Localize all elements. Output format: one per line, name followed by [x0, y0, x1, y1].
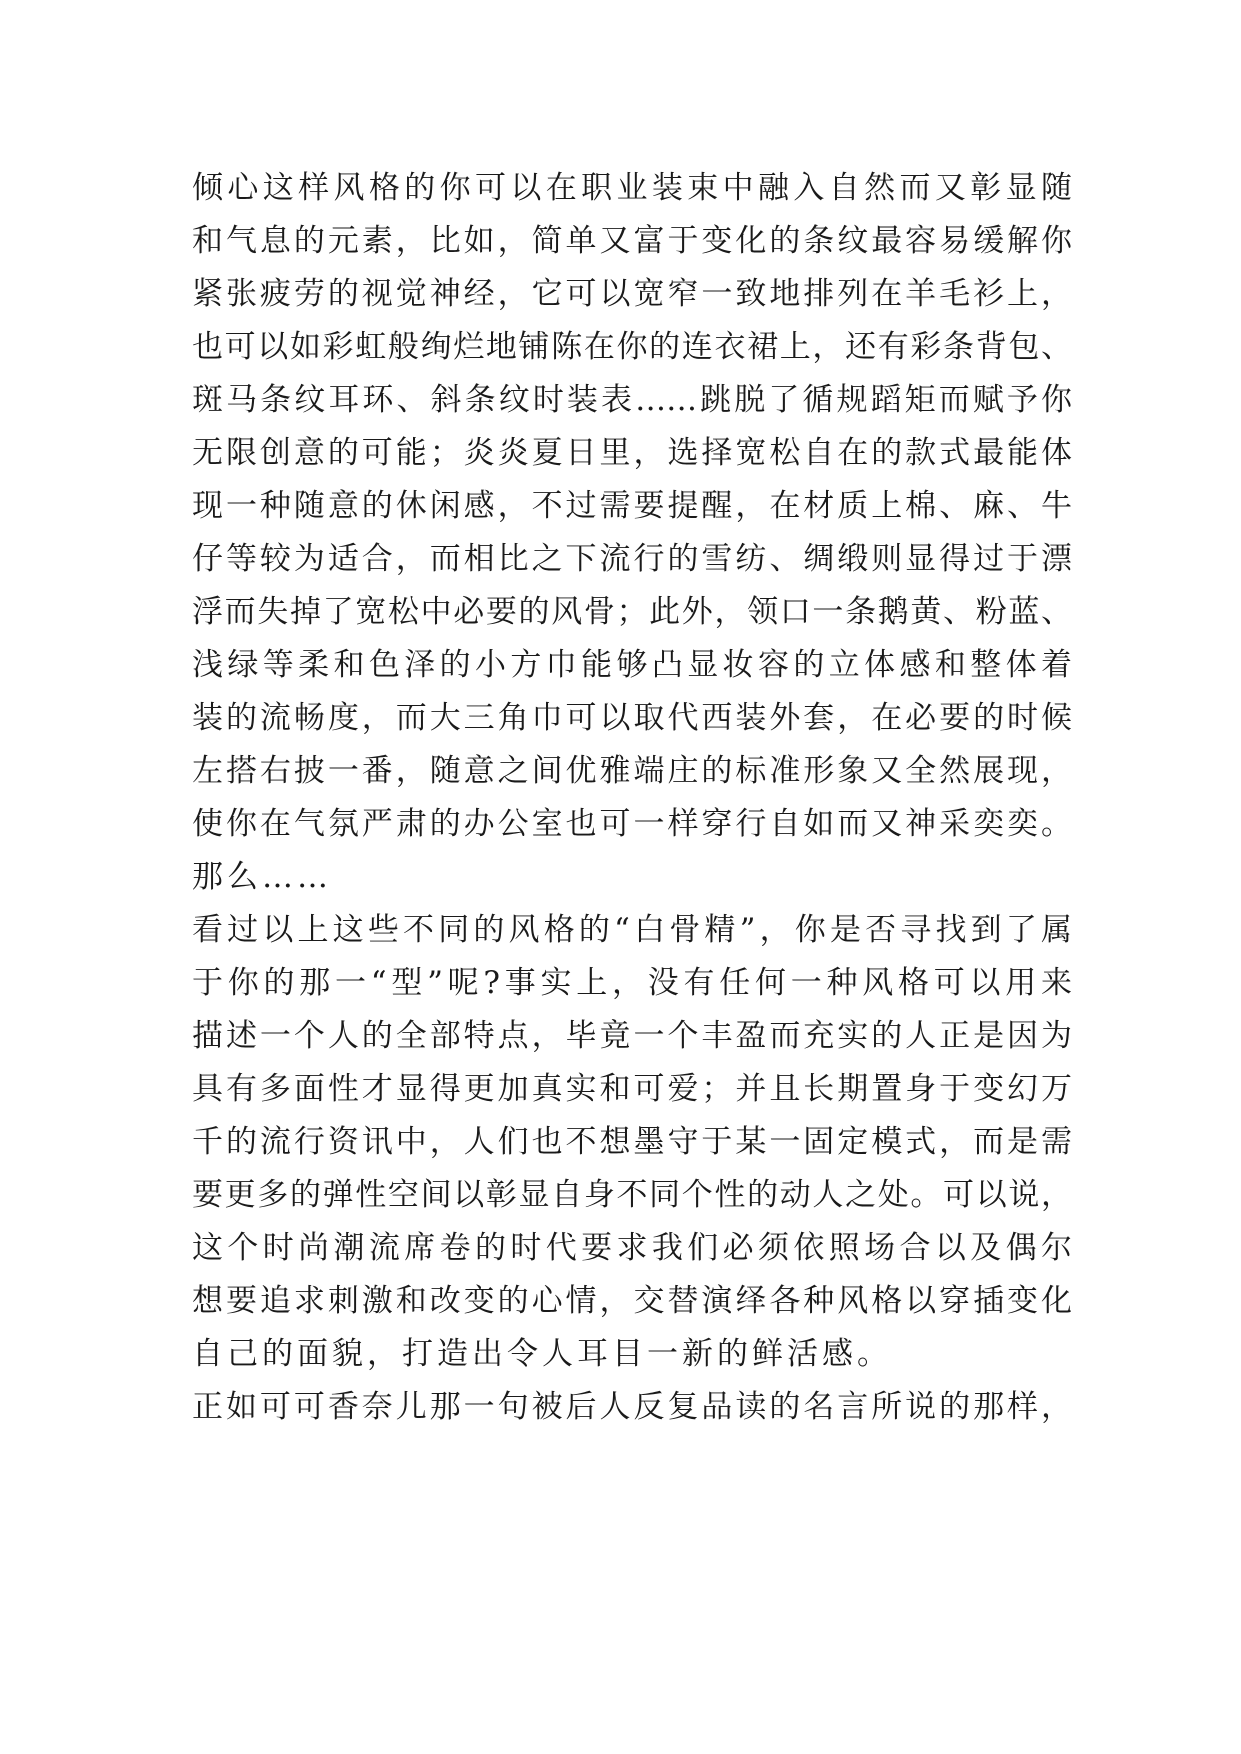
document-body [192, 162, 1072, 1434]
text-line: 想要追求刺激和改变的心情，交替演绎各种风格以穿插变化 [192, 1283, 1072, 1319]
paragraph-style-advice [192, 162, 1072, 904]
text-line: 看过以上这些不同的风格的“白骨精”，你是否寻找到了属 [192, 912, 1072, 948]
text-line: 那么…… [192, 859, 332, 895]
text-line: 正如可可香奈儿那一句被后人反复品读的名言所说的那样， [192, 1389, 1072, 1425]
text-line: 仔等较为适合，而相比之下流行的雪纺、绸缎则显得过于漂 [192, 541, 1072, 577]
text-line: 使你在气氛严肃的办公室也可一样穿行自如而又神采奕奕。 [192, 806, 1072, 842]
text-line: 于你的那一“型”呢?事实上，没有任何一种风格可以用来 [192, 965, 1072, 1001]
paragraph-chanel-quote [192, 1381, 1072, 1434]
text-line: 倾心这样风格的你可以在职业装束中融入自然而又彰显随 [192, 170, 1072, 206]
text-line: 也可以如彩虹般绚烂地铺陈在你的连衣裙上，还有彩条背包、 [192, 329, 1072, 365]
text-line: 具有多面性才显得更加真实和可爱；并且长期置身于变幻万 [192, 1071, 1072, 1107]
text-line: 要更多的弹性空间以彰显自身不同个性的动人之处。可以说， [192, 1177, 1072, 1213]
text-line: 自己的面貌，打造出令人耳目一新的鲜活感。 [192, 1336, 892, 1372]
text-line: 浮而失掉了宽松中必要的风骨；此外，领口一条鹅黄、粉蓝、 [192, 594, 1072, 630]
text-line: 无限创意的可能；炎炎夏日里，选择宽松自在的款式最能体 [192, 435, 1072, 471]
text-line: 紧张疲劳的视觉神经，它可以宽窄一致地排列在羊毛衫上， [192, 276, 1072, 312]
text-line: 现一种随意的休闲感，不过需要提醒，在材质上棉、麻、牛 [192, 488, 1072, 524]
text-line: 这个时尚潮流席卷的时代要求我们必须依照场合以及偶尔 [192, 1230, 1072, 1266]
text-line: 描述一个人的全部特点，毕竟一个丰盈而充实的人正是因为 [192, 1018, 1072, 1054]
text-line: 斑马条纹耳环、斜条纹时装表……跳脱了循规蹈矩而赋予你 [192, 382, 1072, 418]
paragraph-style-summary [192, 904, 1072, 1381]
text-line: 左搭右披一番，随意之间优雅端庄的标准形象又全然展现， [192, 753, 1072, 789]
text-line: 千的流行资讯中，人们也不想墨守于某一固定模式，而是需 [192, 1124, 1072, 1160]
text-line: 装的流畅度，而大三角巾可以取代西装外套，在必要的时候 [192, 700, 1072, 736]
text-line: 和气息的元素，比如，简单又富于变化的条纹最容易缓解你 [192, 223, 1072, 259]
text-line: 浅绿等柔和色泽的小方巾能够凸显妆容的立体感和整体着 [192, 647, 1072, 683]
